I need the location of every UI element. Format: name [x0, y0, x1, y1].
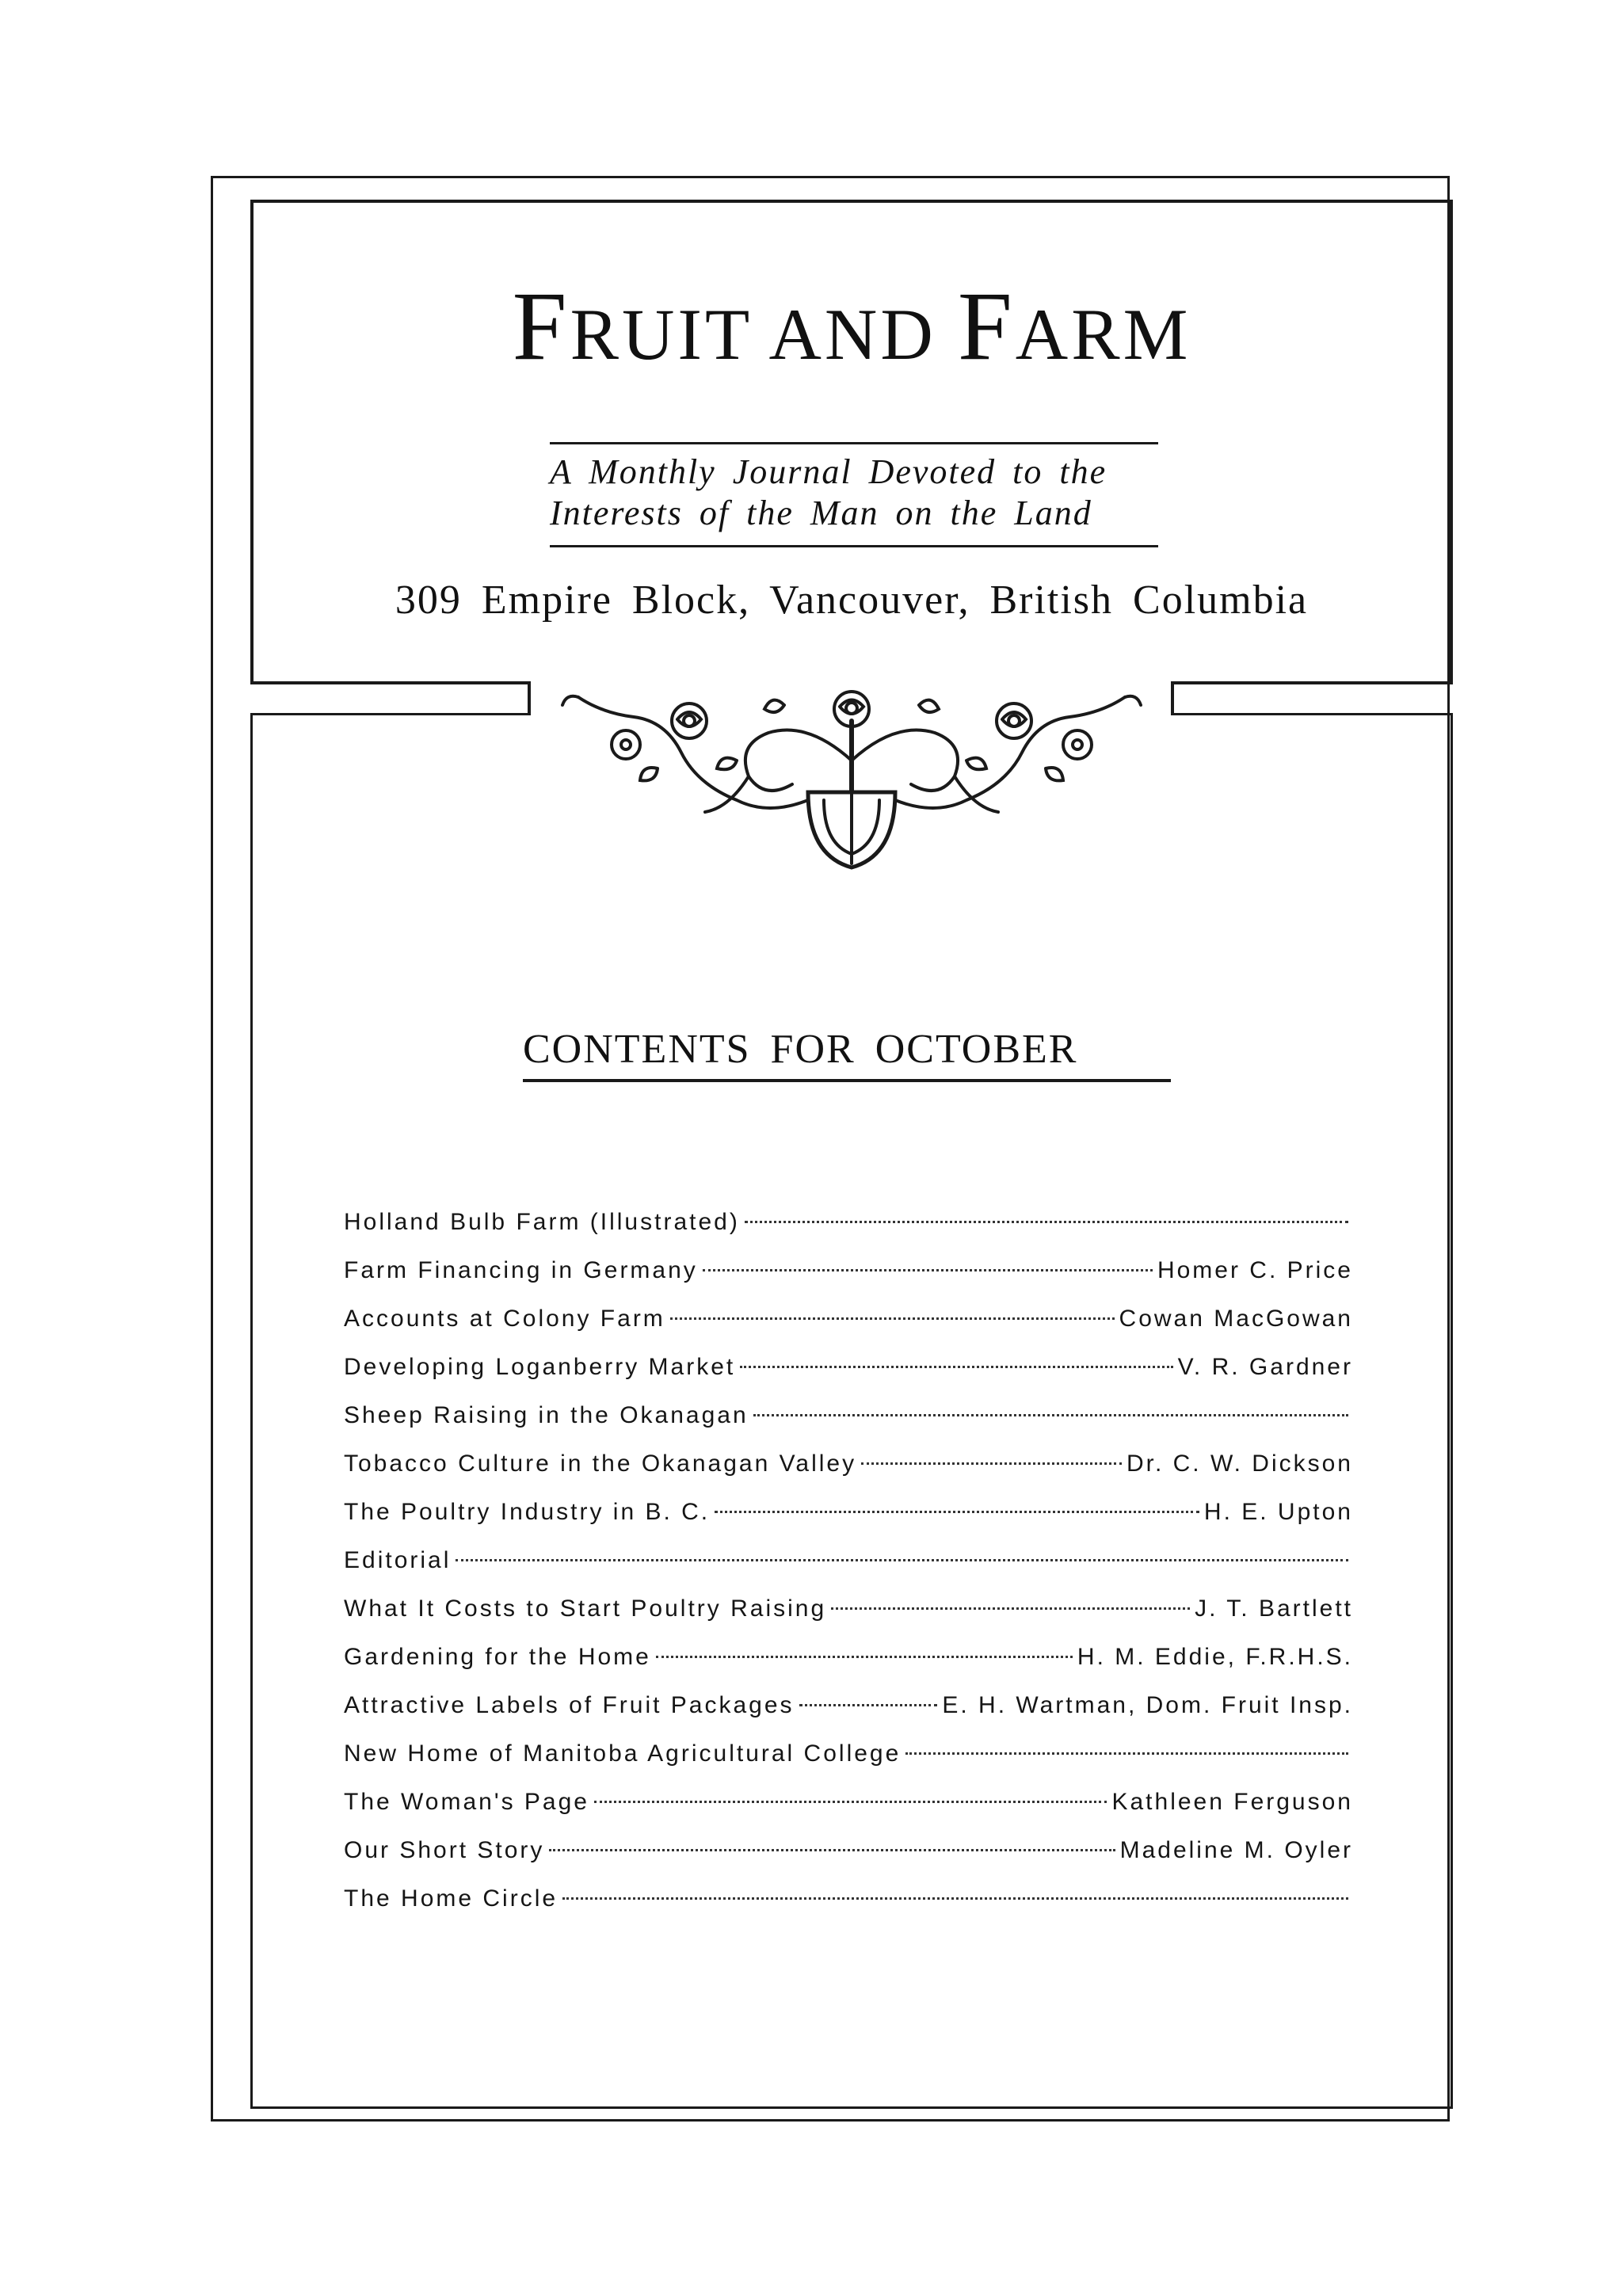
title-ruit: RUIT [570, 294, 769, 375]
toc-entry-author: E. H. Wartman, Dom. Fruit Insp. [942, 1692, 1353, 1718]
toc-dot-leader [715, 1511, 1199, 1513]
divider-rule-left [250, 681, 531, 684]
toc-dot-leader [753, 1414, 1348, 1416]
toc-entry-title: New Home of Manitoba Agricultural College [344, 1740, 902, 1767]
divider-rule-left-end [528, 681, 531, 715]
title-and: AND [768, 294, 958, 375]
toc-entry-title: The Home Circle [344, 1885, 558, 1912]
toc-dot-leader [740, 1366, 1172, 1368]
toc-entry-title: Editorial [344, 1547, 452, 1573]
toc-entry [344, 1343, 1353, 1391]
toc-entry [344, 1391, 1353, 1439]
toc-entry [344, 1681, 1353, 1729]
subtitle-line-1: A Monthly Journal Devoted to the [550, 452, 1107, 491]
toc-entry-title: Holland Bulb Farm (Illustrated) [344, 1209, 740, 1235]
toc-entry [344, 1633, 1353, 1681]
toc-dot-leader [656, 1656, 1073, 1658]
toc-entry [344, 1778, 1353, 1826]
toc-entry-title: Farm Financing in Germany [344, 1257, 698, 1283]
floral-rose-ornament-icon [547, 673, 1157, 879]
toc-dot-leader [799, 1704, 938, 1706]
toc-dot-leader [831, 1607, 1190, 1610]
toc-entry [344, 1874, 1353, 1923]
title-initial-f: F [512, 272, 570, 380]
toc-entry-title: The Poultry Industry in B. C. [344, 1499, 711, 1525]
title-arm: ARM [1015, 294, 1191, 375]
title-initial-f2: F [957, 272, 1016, 380]
toc-entry-author: Homer C. Price [1157, 1257, 1353, 1283]
journal-title [250, 272, 1453, 380]
toc-entry [344, 1198, 1353, 1246]
toc-entry-title: What It Costs to Start Poultry Raising [344, 1595, 827, 1622]
toc-dot-leader [861, 1462, 1122, 1465]
toc-entry-author: Kathleen Ferguson [1111, 1789, 1353, 1815]
publisher-address: 309 Empire Block, Vancouver, British Columbia [395, 578, 1309, 623]
toc-entry-title: Attractive Labels of Fruit Packages [344, 1692, 795, 1718]
toc-entry [344, 1246, 1353, 1294]
toc-entry [344, 1536, 1353, 1584]
toc-dot-leader [549, 1849, 1115, 1851]
toc-entry [344, 1294, 1353, 1343]
toc-entry-title: Gardening for the Home [344, 1644, 651, 1670]
toc-dot-leader [745, 1221, 1348, 1223]
journal-subtitle [550, 452, 1158, 534]
toc-dot-leader [670, 1317, 1115, 1320]
subtitle-line-2: Interests of the Man on the Land [550, 494, 1092, 532]
divider-rule-left-lower [250, 713, 531, 715]
toc-entry [344, 1439, 1353, 1488]
toc-entry-author: H. E. Upton [1203, 1499, 1353, 1525]
toc-dot-leader [703, 1269, 1153, 1271]
toc-entry [344, 1826, 1353, 1874]
subtitle-rule-top [550, 442, 1158, 444]
toc-entry-title: Developing Loganberry Market [344, 1354, 736, 1380]
contents-heading: CONTENTS FOR OCTOBER [523, 1027, 1078, 1072]
divider-rule-right [1171, 681, 1453, 684]
toc-entry-author: V. R. Gardner [1177, 1354, 1353, 1380]
toc-entry-author: H. M. Eddie, F.R.H.S. [1077, 1644, 1353, 1670]
subtitle-rule-bottom [550, 545, 1158, 547]
toc-entry [344, 1584, 1353, 1633]
toc-dot-leader [562, 1897, 1348, 1900]
toc-dot-leader [456, 1559, 1348, 1561]
toc-dot-leader [905, 1752, 1348, 1755]
divider-rule-right-lower [1171, 713, 1453, 715]
toc-entry [344, 1488, 1353, 1536]
table-of-contents [344, 1198, 1353, 1923]
toc-entry-title: Our Short Story [344, 1837, 545, 1863]
toc-dot-leader [594, 1801, 1107, 1803]
toc-entry-title: The Woman's Page [344, 1789, 589, 1815]
toc-entry-title: Accounts at Colony Farm [344, 1306, 665, 1332]
toc-entry-title: Sheep Raising in the Okanagan [344, 1402, 749, 1428]
toc-entry-author: Cowan MacGowan [1119, 1306, 1353, 1332]
toc-entry [344, 1729, 1353, 1778]
toc-entry-author: Madeline M. Oyler [1119, 1837, 1353, 1863]
divider-rule-right-end [1171, 681, 1174, 715]
toc-entry-title: Tobacco Culture in the Okanagan Valley [344, 1451, 857, 1477]
toc-entry-author: J. T. Bartlett [1195, 1595, 1353, 1622]
contents-heading-rule [523, 1079, 1171, 1082]
toc-entry-author: Dr. C. W. Dickson [1126, 1451, 1353, 1477]
